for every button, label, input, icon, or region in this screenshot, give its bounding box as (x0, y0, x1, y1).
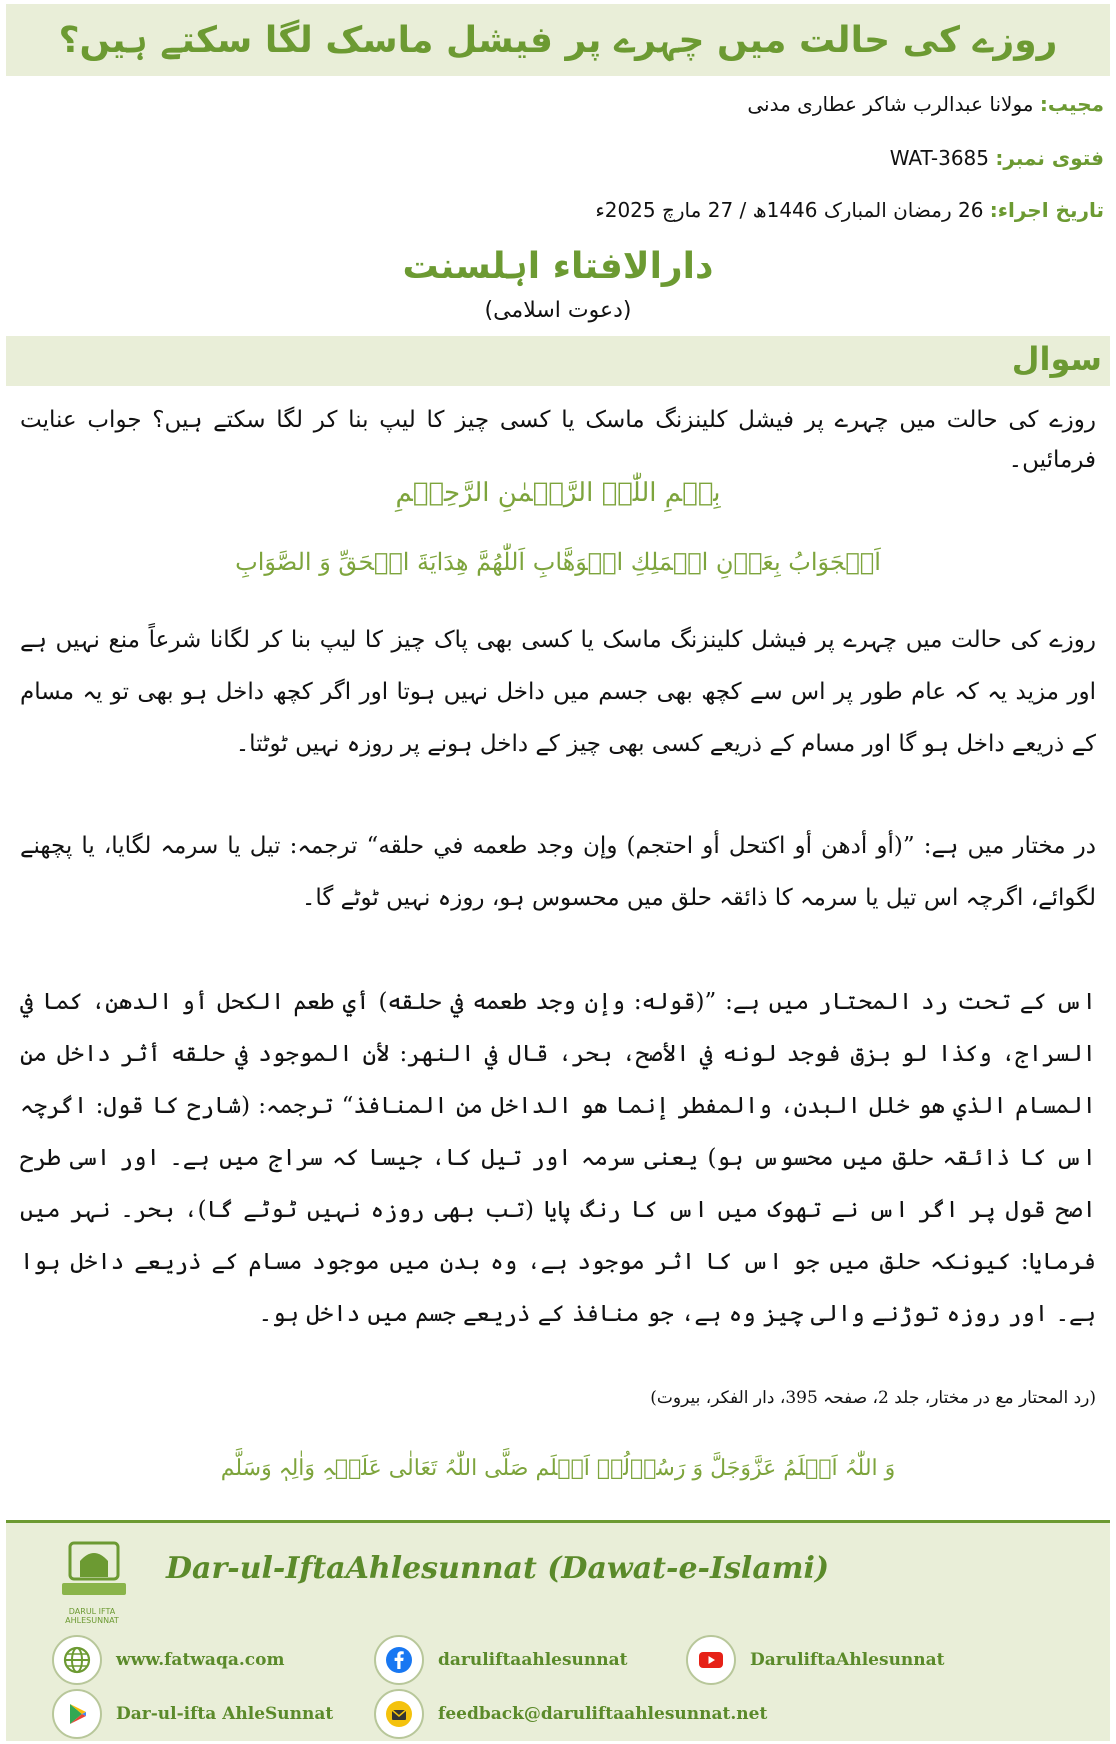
play-store-text: Dar-ul-ifta AhleSunnat (116, 1704, 334, 1724)
logo-caption: DARUL IFTA AHLESUNNAT (65, 1607, 119, 1625)
mujeeb-label: مجیب: (1039, 92, 1104, 116)
page-title: روزے کی حالت میں چہرے پر فیشل ماسک لگا سکتے ہیں؟ (58, 19, 1058, 61)
footer-brand: Dar-ul-IftaAhlesunnat (Dawat-e-Islami) (166, 1551, 830, 1586)
email-link[interactable] (374, 1689, 767, 1739)
answer-opening: اَلۡجَوَابُ بِعَوۡنِ الۡمَلِكِ الۡوَهَّابِ اَللّٰهُمَّ هِدَايَةَ الۡحَقِّ وَ الصَّوَابِ (235, 548, 881, 576)
email-text: feedback@daruliftaahlesunnat.net (438, 1704, 768, 1724)
website-text: www.fatwaqa.com (116, 1650, 285, 1670)
youtube-text: DaruliftaAhlesunnat (750, 1650, 945, 1670)
title-bar (6, 4, 1110, 76)
play-store-link[interactable] (52, 1689, 333, 1739)
question-heading-bar (6, 336, 1110, 386)
question-text: روزے کی حالت میں چہرے پر فیشل کلینزنگ ماسک یا کسی چیز کا لیپ بنا کر لگا سکتے ہیں؟ جواب عنایت فرمائیں۔ (20, 407, 1096, 473)
answer-paragraph-2: در مختار میں ہے: ”(أو أدهن أو اكتحل أو احتجم) وإن وجد طعمه في حلقه“ ترجمہ: تیل یا سرمہ لگایا، یا پچھنے لگوائے، اگرچہ اس تیل یا سرمہ کا ذائقہ حلق میں محسوس ہو، روزہ نہیں ٹوٹے گا۔ (20, 833, 1096, 911)
question-heading: سوال (1011, 340, 1102, 378)
mujeeb-line (747, 92, 1104, 116)
date-line (595, 198, 1104, 222)
fatwa-number-value: WAT-3685 (889, 146, 990, 170)
bismillah: بِسۡمِ اللّٰہِ الرَّحۡمٰنِ الرَّحِیۡمِ (395, 478, 721, 508)
footer (6, 1520, 1110, 1741)
facebook-icon (374, 1635, 424, 1685)
play-store-icon (52, 1689, 102, 1739)
date-label: تاریخ اجراء: (989, 198, 1104, 222)
fatwa-number-label: فتوی نمبر: (995, 146, 1104, 170)
mujeeb-value: مولانا عبدالرب شاکر عطاری مدنی (747, 92, 1034, 116)
answer-paragraph-1: روزے کی حالت میں چہرے پر فیشل کلینزنگ ماسک یا کسی بھی پاک چیز کا لیپ بنا کر لگانا شرعاً منع نہیں ہے اور مزید یہ کہ عام طور پر اس سے کچھ بھی جسم میں داخل نہیں ہوتا اور اگر کچھ داخل ہو بھی تو یہ مسام کے ذریعے داخل ہو گا اور مسام کے ذریعے کسی بھی چیز کے داخل ہونے پر روزہ نہیں ٹوٹتا۔ (20, 627, 1096, 757)
facebook-text: daruliftaahlesunnat (438, 1650, 628, 1670)
youtube-link[interactable] (686, 1635, 945, 1685)
fatwa-number-line (890, 146, 1104, 170)
email-icon (374, 1689, 424, 1739)
answer-paragraph-3: اس کے تحت رد المحتار میں ہے: ”(قوله: وإن وجد طعمه في حلقه) أي طعم الكحل أو الدهن، كما في السراج، وكذا لو بزق فوجد لونه في الأصح، بحر، قال في النهر: لأن الموجود في حلقه أثر داخل من المسام الذي هو خلل البدن، والمفطر إنما هو الداخل من المنافذ“ ترجمہ: (شارح کا قول: اگرچہ اس کا ذائقہ حلق میں محسوس ہو) یعنی سرمہ اور تیل کا، جیسا کہ سراج میں ہے۔ اور اسی طرح اصح قول پر اگر اس نے تھوک میں اس کا رنگ پایا (تب بھی روزہ نہیں ٹوٹے گا)، بحر۔ نہر میں فرمایا: کیونکہ حلق میں جو اس کا اثر موجود ہے، وہ بدن میں موجود مسام کے ذریعے داخل ہوا ہے۔ اور روزہ توڑنے والی چیز وہ ہے، جو منافذ کے ذریعے جسم میں داخل ہو۔ (20, 989, 1096, 1327)
youtube-icon (686, 1635, 736, 1685)
closing-dua: وَ اللّٰہُ اَعۡلَمُ عَزَّوَجَلَّ وَ رَسُوۡلُہٗ اَعۡلَم صَلَّی اللّٰہُ تَعَالٰی عَلَیۡہِ وَاٰلِہٖ وَسَلَّم (220, 1456, 896, 1481)
org-name: دارالافتاء اہلسنت (402, 246, 714, 287)
globe-icon (52, 1635, 102, 1685)
website-link[interactable] (52, 1635, 284, 1685)
facebook-link[interactable] (374, 1635, 627, 1685)
org-subtitle: (دعوت اسلامی) (484, 298, 632, 323)
answer-reference: (رد المحتار مع در مختار، جلد 2، صفحہ 395، دار الفکر، بیروت) (650, 1388, 1096, 1408)
darulifta-logo-icon (54, 1537, 134, 1607)
date-value: 26 رمضان المبارک 1446ھ / 27 مارچ 2025ء (595, 198, 984, 222)
